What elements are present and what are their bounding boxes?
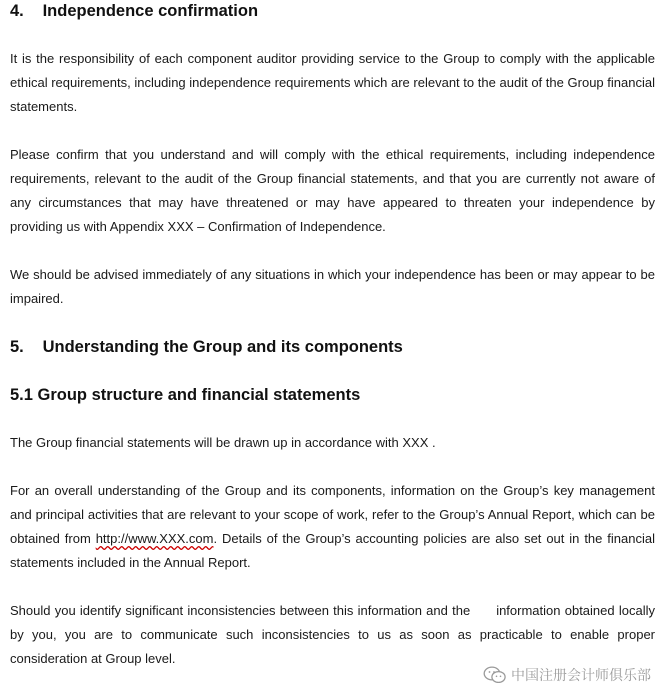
section-4-heading xyxy=(10,0,258,22)
watermark-text: 中国注册会计师俱乐部 xyxy=(511,668,651,684)
group-fs-paragraph-2 xyxy=(10,479,655,575)
section-4-title: Independence confirmation xyxy=(42,2,259,20)
watermark xyxy=(483,665,651,685)
section-5-number: 5. xyxy=(10,338,24,356)
section-5-1-heading: 5.1 Group structure and financial statements xyxy=(10,386,361,404)
section-5-heading xyxy=(10,336,403,358)
independence-paragraph-2: Please confirm that you understand and will comply with the ethical requirements, including independence requirements, relevant to the audit of the Group financial statements, and that you are currently not aware of any circumstances that may have threatened or may have appeared to threaten your independence by providing us with Appendix XXX – Confirmation of Independence. xyxy=(10,147,655,234)
section-5-title: Understanding the Group and its components xyxy=(42,338,403,356)
group-fs-paragraph-1: The Group financial statements will be drawn up in accordance with XXX . xyxy=(10,435,436,450)
group-fs-paragraph-3 xyxy=(10,599,655,671)
independence-paragraph-3: We should be advised immediately of any situations in which your independence has been or may appear to be impaired. xyxy=(10,267,655,306)
independence-paragraph-1: It is the responsibility of each component auditor providing service to the Group to comply with the applicable ethical requirements, including independence requirements which are relevant to the audit of the Group financial statements. xyxy=(10,51,655,114)
wechat-icon xyxy=(483,666,507,684)
section-4-number: 4. xyxy=(10,2,24,20)
para2-text-before: For an overall understanding of the Group and its components, information on the Group’s key management and principal activities that are relevant to your scope of work, refer to the Group’s Annual Report, which can be obtained from xyxy=(10,483,655,546)
annual-report-link[interactable]: http://www.XXX.com xyxy=(95,531,214,546)
para2-text-after: . Details of the Group’s accounting policies are also set out in the financial statements included in the Annual Report. xyxy=(10,531,655,570)
para3-text-after: information obtained locally by you, you are to communicate such inconsistencies to us as soon as practicable to enable proper consideration at Group level. xyxy=(10,603,655,666)
para3-text-before: Should you identify significant inconsistencies between this information and the xyxy=(10,603,471,618)
